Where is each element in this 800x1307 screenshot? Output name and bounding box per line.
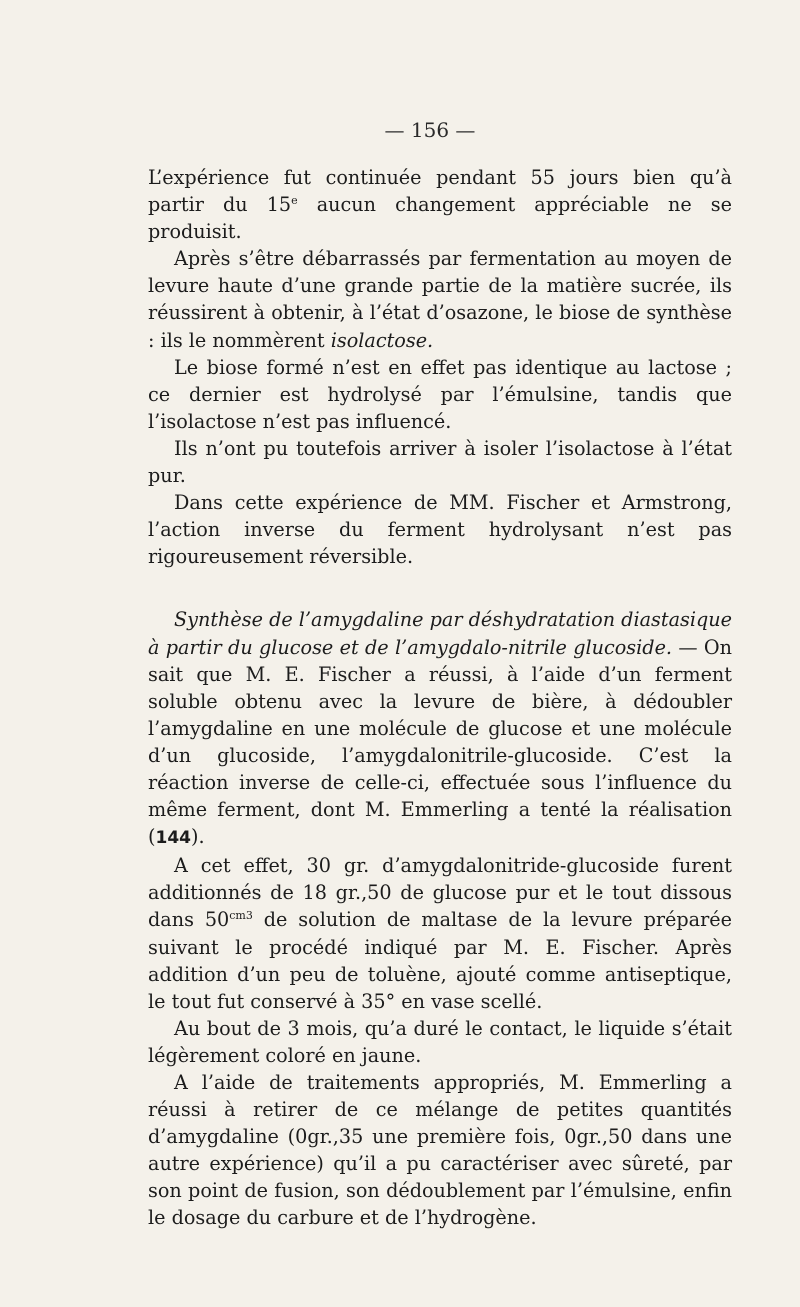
page-number: — 156 — (384, 118, 476, 142)
paragraph-9: A l’aide de traitements appropriés, M. Emmerling a réussi à retirer de ce mélange de petites quantités d’amygdaline (0gr.,35 une première fois, 0gr.,50 dans une autre expérience) qu’il a pu caractériser avec sûreté, par son point de fusion, son dédoublement par l’émulsine, enfin le dosage du carbure et de l’hydrogène. (148, 1071, 732, 1230)
reference-number: 144 (155, 828, 191, 849)
section-heading: Synthèse de l’amygdaline par déshydratation diastasique à partir du glucose et de l’amygdalo-nitrile glucoside. (148, 608, 733, 659)
body-text (148, 164, 732, 1232)
paragraph-7: A cet effet, 30 gr. d’amygdalonitride-glucoside furent additionnés de 18 gr.,50 de glucose pur et le tout dissous dans $50^{cm3}$ de solution de maltase de la levure préparée suivant le procédé indiqué par M. E. Fischer. Après addition d’un peu de toluène, ajouté comme antiseptique, le tout fut conservé à 35° en vase scellé. (148, 854, 732, 1013)
paragraph-1: L’expérience fut continuée pendant 55 jours bien qu’à partir du 15e aucun changement appréciable ne se produisit. (148, 166, 733, 244)
paragraph-8: Au bout de 3 mois, qu’a duré le contact, le liquide s’était légèrement coloré en jaune. (148, 1016, 732, 1067)
term-isolactose: isolactose. (330, 328, 434, 352)
paragraph-3: Le biose formé n’est en effet pas identique au lactose ; ce dernier est hydrolysé par l’émulsine, tandis que l’isolactose n’est pas influencé. (148, 355, 732, 433)
paragraph-4: Ils n’ont pu toutefois arriver à isoler l’isolactose à l’état pur. (148, 436, 732, 488)
paragraph-5: Dans cette expérience de MM. Fischer et Armstrong, l’action inverse du ferment hydrolysant n’est pas rigoureusement réversible. (148, 491, 732, 569)
paragraph-6-section-heading: Synthèse de l’amygdaline par déshydratation diastasique à partir du glucose et de l’amygdalo-nitrile glucoside. — On sait que M. E. Fischer a réussi, à l’aide d’un ferment soluble obtenu avec la levure de bière, à dédoubler l’amygdaline en une molécule de glucose et une molécule d’un glucoside, l’amygdalonitrile-glucoside. C’est la réaction inverse de celle-ci, effectuée sous l’influence du même ferment, dont M. Emmerling a tenté la réalisation (144). (148, 608, 733, 849)
paragraph-2: Après s’être débarrassés par fermentation au moyen de levure haute d’une grande partie de la matière sucrée, ils réussirent à obtenir, à l’état d’osazone, le biose de synthèse : ils le nommèrent isolactose. (148, 247, 732, 352)
section-spacer (148, 570, 732, 606)
